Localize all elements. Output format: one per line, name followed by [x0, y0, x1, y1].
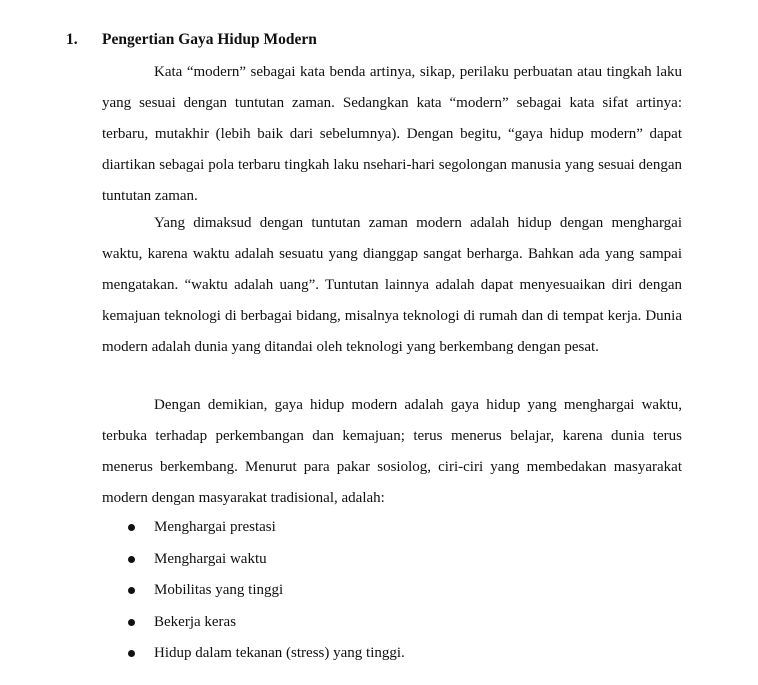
- bullet-icon: [128, 524, 135, 531]
- characteristics-list: [102, 512, 405, 670]
- bullet-icon: [128, 650, 135, 657]
- list-item: [102, 512, 405, 544]
- list-item-text: Bekerja keras: [154, 613, 237, 630]
- list-item: [102, 607, 405, 639]
- section-number: 1.: [66, 31, 78, 48]
- list-item: [102, 638, 405, 670]
- list-item-text: Mobilitas yang tinggi: [154, 582, 284, 599]
- paragraph-demands: Yang dimaksud dengan tuntutan zaman modern adalah hidup dengan menghargai waktu, karena waktu adalah sesuatu yang dianggap sangat berharga. Bahkan ada yang sampai mengatakan. “waktu adalah uang”. Tuntutan lainnya adalah dapat menyesuaikan diri dengan kemajuan teknologi di berbagai bidang, misalnya teknologi di rumah dan di tempat kerja. Dunia modern adalah dunia yang ditandai oleh teknologi yang berkembang dengan pesat.: [102, 215, 682, 355]
- bullet-icon: [128, 619, 135, 626]
- section-title: Pengertian Gaya Hidup Modern: [102, 31, 317, 48]
- bullet-icon: [128, 556, 135, 563]
- paragraph-conclusion: Dengan demikian, gaya hidup modern adalah gaya hidup yang menghargai waktu, terbuka terhadap perkembangan dan kemajuan; terus menerus belajar, karena dunia terus menerus berkembang. Menurut para pakar sosiolog, ciri-ciri yang membedakan masyarakat modern dengan masyarakat tradisional, adalah:: [102, 397, 682, 506]
- list-item-text: Menghargai waktu: [154, 550, 267, 567]
- list-item-text: Hidup dalam tekanan (stress) yang tinggi.: [154, 645, 405, 662]
- list-item-text: Menghargai prestasi: [154, 519, 276, 535]
- list-item: [102, 544, 405, 576]
- list-item: [102, 575, 405, 607]
- bullet-icon: [128, 587, 135, 594]
- section-heading: [66, 31, 317, 49]
- paragraph-definition: Kata “modern” sebagai kata benda artinya, sikap, perilaku perbuatan atau tingkah laku yang sesuai dengan tuntutan zaman. Sedangkan kata “modern” sebagai kata sifat artinya: terbaru, mutakhir (lebih baik dari sebelumnya). Dengan begitu, “gaya hidup modern” dapat diartikan sebagai pola terbaru tingkah laku nsehari-hari segolongan manusia yang sesuai dengan tuntutan zaman.: [102, 64, 682, 204]
